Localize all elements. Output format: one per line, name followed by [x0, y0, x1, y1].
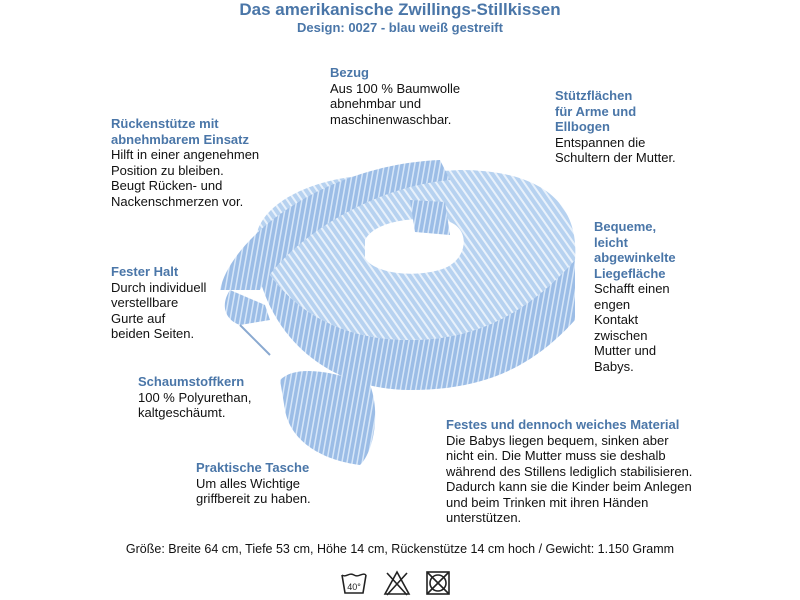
feature-stuetzflaechen: [555, 88, 676, 166]
feature-text: Schafft einen engen Kontakt zwischen Mutter und Babys.: [594, 281, 670, 374]
feature-rueckenstuetze: [111, 116, 259, 209]
feature-text: 100 % Polyurethan, kaltgeschäumt.: [138, 389, 252, 420]
feature-liegeflaeche: [594, 219, 676, 374]
feature-heading: Stützflächen für Arme und Ellbogen: [555, 88, 637, 134]
feature-fester-halt: [111, 264, 206, 342]
feature-schaumstoffkern: [138, 374, 251, 421]
feature-heading: Bezug: [330, 65, 369, 80]
feature-text: Aus 100 % Baumwolle abnehmbar und maschinenwaschbar.: [330, 80, 461, 127]
feature-text: Durch individuell verstellbare Gurte auf beiden Seiten.: [111, 279, 207, 341]
feature-text: Die Babys liegen bequem, sinken aber nicht ein. Die Mutter muss sie deshalb während des Stillens lediglich stabilisieren. Dadurch kann sie die Kinder beim Anlegen und beim Trinken mit ihren Händen unterstützen.: [446, 432, 693, 525]
feature-bezug: [330, 65, 460, 127]
page-subtitle: Design: 0027 - blau weiß gestreift: [297, 20, 503, 35]
feature-heading: Bequeme, leicht abgewinkelte Liegefläche: [594, 219, 676, 281]
size-info: Größe: Breite 64 cm, Tiefe 53 cm, Höhe 14 cm, Rückenstütze 14 cm hoch / Gewicht: 1.150 Gramm: [125, 542, 675, 556]
wash-temp-label: 40°: [347, 582, 361, 592]
feature-heading: Fester Halt: [111, 264, 179, 279]
feature-heading: Rückenstütze mit abnehmbarem Einsatz: [111, 116, 249, 147]
no-tumble-dry-icon: [424, 569, 452, 597]
feature-text: Entspannen die Schultern der Mutter.: [555, 134, 676, 165]
feature-tasche: [196, 460, 311, 507]
feature-heading: Festes und dennoch weiches Material: [446, 417, 680, 432]
no-bleach-icon: [383, 569, 411, 597]
feature-text: Um alles Wichtige griffbereit zu haben.: [196, 475, 311, 506]
wash-40-icon: [340, 569, 368, 597]
page-title: Das amerikanische Zwillings-Stillkissen: [239, 0, 561, 19]
feature-heading: Schaumstoffkern: [138, 374, 245, 389]
feature-heading: Praktische Tasche: [196, 460, 310, 475]
feature-material: [446, 417, 786, 526]
feature-text: Hilft in einer angenehmen Position zu bleiben. Beugt Rücken- und Nackenschmerzen vor.: [111, 147, 260, 209]
